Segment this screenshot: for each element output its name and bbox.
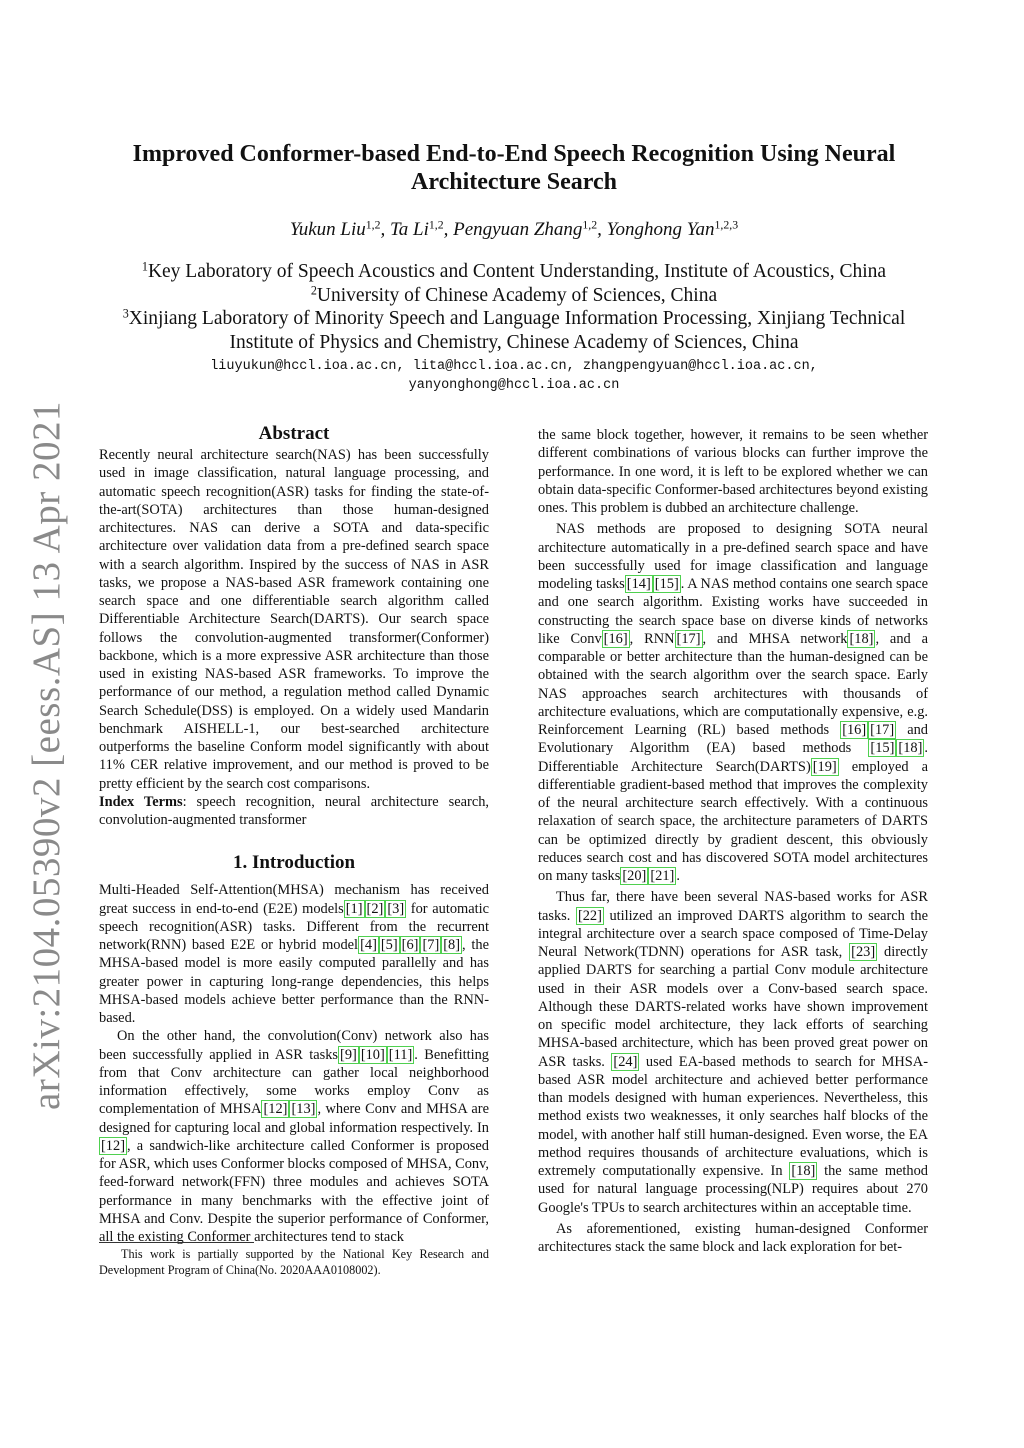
citation-link[interactable]: [ 16 ] [840, 721, 868, 739]
citation-link[interactable]: [ 10 ] [359, 1046, 387, 1064]
index-terms-text: : speech recognition, neural architecture search, convolution-augmented transformer [99, 793, 489, 828]
affiliation-line: $^3$Xinjiang Laboratory of Minority Speech and Language Information Processing, Xinjiang Technical [122, 306, 906, 329]
intro-paragraph-1: Multi-Headed Self-Attention(MHSA) mechanism has received great success in end-to-end (E2E) models[ 1 ][ 2 ][ 3 ] for automatic speech recognition(ASR) tasks. Different from the recurrent network(RNN) based E2E or hybrid model[ 4 ][ 5 ][ 6 ][ 7 ][ 8 ] , the MHSA-based model is more easily computed parallelly and has greater power in capturing long-range dependencies, this helps MHSA-based models achieve better performance than the RNN-based. [99, 881, 489, 1027]
left-column [99, 422, 489, 1246]
citation-link[interactable]: [ 22 ] [576, 907, 604, 925]
citation-link[interactable]: [ 11 ] [387, 1046, 414, 1064]
email-line: liuyukun@hccl.ioa.ac.cn, lita@hccl.ioa.ac.cn, zhangpengyuan@hccl.ioa.ac.cn, [210, 359, 818, 374]
right-paragraph-1: the same block together, however, it remains to be seen whether different combinations of various blocks can further improve the performance. In one word, it is left to be explored whether we can obtain data-specific Conformer-based architectures beyond existing ones. This problem is dubbed an architecture challenge. [538, 427, 928, 516]
citation-link[interactable]: [ 23 ] [849, 943, 877, 961]
author: Yonghong Yan$^{1,2,3}$ [606, 218, 739, 240]
citation-link[interactable]: [ 4 ] [358, 936, 379, 954]
abstract-body: Recently neural architecture search(NAS) has been successfully used in image classification, natural language processing, and automatic speech recognition(ASR) tasks for finding the state-of-the-art(SOTA) architectures than those human-designed architectures. NAS can derive a SOTA and data-specific architecture over validation data from a pre-defined search space with a search algorithm. Inspired by the success of NAS in ASR tasks, we propose a NAS-based ASR framework containing one search space and one differentiable search algorithm called Differentiable Architecture Search(DARTS). Our search space follows the convolution-augmented transformer(Conformer) backbone, which is a more expressive ASR architecture than those used in existing NAS-based ASR frameworks. To improve the performance of our method, a regulation method called Dynamic Search Schedule(DSS) is employed. On a widely used Mandarin benchmark AISHELL-1, our best-searched architecture outperforms the baseline Conform model significantly with about 11% CER relative improvement, and our method is proved to be pretty efficient by the search cost comparisons. [99, 447, 489, 792]
citation-link[interactable]: [ 24 ] [611, 1053, 639, 1071]
citation-link[interactable]: [ 15 ] [868, 739, 896, 757]
abstract-heading: Abstract [258, 423, 330, 444]
right-paragraph-2: NAS methods are proposed to designing SOTA neural architecture automatically in a pre-defined search space and have been successfully used for image classification and language modeling tasks[ 14 ][ 15 ] . A NAS method contains one search space and one search algorithm. Existing works have succeeded in constructing the search space base on diverse kinds of networks like Conv[ 16 ] , RNN[ 17 ] , and MHSA network[ 18 ] , and a comparable or better architecture than the human-designed can be obtained with the search algorithm over the search space. Early NAS approaches search architectures with thousands of architecture evaluations, which are computationally expensive, e.g. Reinforcement Learning (RL) based methods [ 16 ][ 17 ] and Evolutionary Algorithm (EA) based methods [ 15 ][ 18 ] . Differentiable Architecture Search(DARTS)[ 19 ] employed a differentiable gradient-based method that improves the complexity of the neural architecture search effectively. With a continuous relaxation of search space, the architecture parameters of DARTS can be optimized directly by gradient descent, this obviously reduces search cost and has discovered SOTA model architectures on many tasks[ 20 ][ 21 ] . [538, 520, 928, 885]
footnote-rule [99, 1242, 254, 1243]
citation-link[interactable]: [ 5 ] [379, 936, 400, 954]
footnote [99, 1246, 489, 1278]
citation-link[interactable]: [ 16 ] [602, 630, 630, 648]
arxiv-identifier: arXiv:2104.05390v2 [eess.AS] 13 Apr 2021 [24, 400, 68, 1110]
email-line: yanyonghong@hccl.ioa.ac.cn [408, 378, 620, 393]
citation-link[interactable]: [ 9 ] [338, 1046, 359, 1064]
citation-link[interactable]: [ 19 ] [811, 758, 839, 776]
author: Pengyuan Zhang$^{1,2}$, [453, 218, 607, 240]
author: Yukun Liu$^{1,2}$, [289, 218, 390, 240]
footnote-text: This work is partially supported by the National Key Research and Development Program of China(No. 2020AAA0108002). [99, 1247, 489, 1277]
right-column [538, 426, 928, 1256]
citation-link[interactable]: [ 21 ] [648, 867, 676, 885]
citation-link[interactable]: [ 18 ] [789, 1162, 817, 1180]
right-paragraph-3: Thus far, there have been several NAS-based works for ASR tasks. [ 22 ] utilized an improved DARTS algorithm to search the integral architecture over a search space composed of Time-Delay Neural Network(TDNN) operations for ASR task, [ 23 ] directly applied DARTS for searching a partial Conv module architecture used in their ASR models over a Conv-based search space. Although these DARTS-related works have shown improvement on specific model architecture, they lack efforts of searching MHSA-based architecture, which has been proved great power on ASR tasks. [ 24 ] used EA-based methods to search for MHSA-based ASR model architecture and achieved better performance than models designed with human experiences. Nevertheless, this method exists two weaknesses, it only searches half blocks of the model, with another half still human-designed. Even worse, the EA method requires thousands of architecture evaluations, which is extremely computationally expensive. In [ 18 ] the same method used for natural language processing(NLP) requires about 270 Google's TPUs to search architectures within an acceptable time. [538, 888, 928, 1217]
right-paragraph-4: As aforementioned, existing human-designed Conformer architectures stack the same block and lack exploration for bet- [538, 1220, 928, 1255]
index-terms-label: Index Terms [99, 793, 183, 810]
citation-link[interactable]: [ 18 ] [847, 630, 875, 648]
citation-link[interactable]: [ 17 ] [675, 630, 703, 648]
citation-link[interactable]: [ 18 ] [896, 739, 924, 757]
affiliation-line: $^1$Key Laboratory of Speech Acoustics and Content Understanding, Institute of Acoustics, China [141, 259, 887, 282]
index-terms [99, 793, 489, 830]
citation-link[interactable]: [ 13 ] [289, 1100, 317, 1118]
citation-link[interactable]: [ 12 ] [99, 1137, 127, 1155]
author-list [100, 218, 928, 242]
citation-link[interactable]: [ 1 ] [344, 900, 365, 918]
citation-link[interactable]: [ 8 ] [441, 936, 462, 954]
citation-link[interactable]: [ 12 ] [261, 1100, 289, 1118]
citation-link[interactable]: [ 6 ] [400, 936, 421, 954]
intro-paragraph-2: On the other hand, the convolution(Conv) network also has been successfully applied in ASR tasks[ 9 ][ 10 ][ 11 ] . Benefitting from that Conv architecture can gather local neighborhood information effectively, some works employ Conv as complementation of MHSA[ 12 ][ 13 ] , where Conv and MHSA are designed for capturing local and global information respectively. In [ 12 ] , a sandwich-like architecture called Conformer is proposed for ASR, which uses Conformer blocks composed of MHSA, Conv, feed-forward network(FFN) three modules and achieves SOTA performance in many benchmarks with the effective joint of MHSA and Conv. Despite the superior performance of Conformer, all the existing Conformer architectures tend to stack [99, 1027, 489, 1246]
arxiv-side-stamp [16, 400, 76, 1110]
affiliation-line: Institute of Physics and Chemistry, Chinese Academy of Sciences, China [229, 331, 799, 353]
citation-link[interactable]: [ 7 ] [420, 936, 441, 954]
citation-link[interactable]: [ 20 ] [620, 867, 648, 885]
citation-link[interactable]: [ 3 ] [385, 900, 406, 918]
affiliation-line: $^2$University of Chinese Academy of Sciences, China [310, 282, 718, 306]
citation-link[interactable]: [ 14 ] [625, 575, 653, 593]
author: Ta Li$^{1,2}$, [389, 218, 454, 240]
citation-link[interactable]: [ 17 ] [868, 721, 896, 739]
citation-link[interactable]: [ 2 ] [365, 900, 386, 918]
paper-title: Improved Conformer-based End-to-End Speech Recognition Using Neural Architecture Search [132, 141, 896, 195]
introduction-heading: 1. Introduction [232, 852, 356, 874]
affiliations [90, 260, 938, 354]
citation-link[interactable]: [ 15 ] [653, 575, 681, 593]
email-list [100, 357, 928, 395]
